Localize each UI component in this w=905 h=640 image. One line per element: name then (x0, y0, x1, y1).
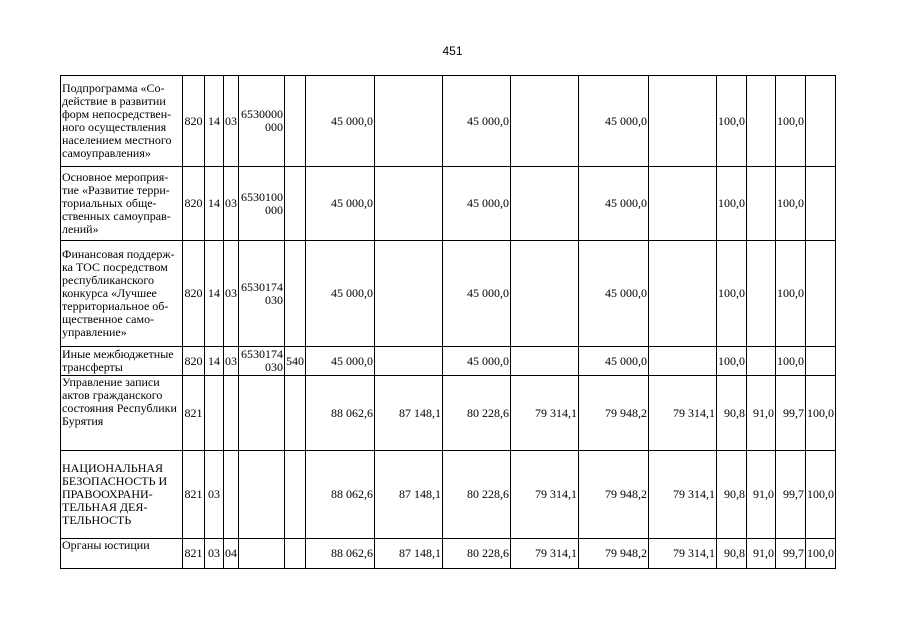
value-2: 87 148,1 (375, 376, 443, 451)
percent-2 (747, 347, 776, 376)
csr-code (239, 451, 285, 539)
percent-2: 91,0 (747, 376, 776, 451)
percent-4: 100,0 (806, 539, 836, 569)
value-5: 79 948,2 (579, 451, 649, 539)
grbs-code: 820 (183, 76, 205, 167)
rz-code (205, 376, 224, 451)
page-number: 451 (442, 44, 463, 58)
table-row (61, 539, 836, 569)
value-4: 79 314,1 (511, 451, 579, 539)
value-3: 45 000,0 (443, 76, 511, 167)
grbs-code: 820 (183, 167, 205, 241)
value-1: 88 062,6 (306, 376, 375, 451)
value-6 (649, 347, 717, 376)
vr-code (285, 76, 306, 167)
table-row (61, 241, 836, 347)
value-5: 79 948,2 (579, 376, 649, 451)
csr-code (239, 376, 285, 451)
table-row (61, 167, 836, 241)
value-3: 80 228,6 (443, 376, 511, 451)
percent-2: 91,0 (747, 539, 776, 569)
value-4 (511, 347, 579, 376)
pr-code: 03 (224, 167, 239, 241)
pr-code: 03 (224, 347, 239, 376)
percent-3: 99,7 (776, 376, 806, 451)
percent-2 (747, 76, 776, 167)
value-1: 88 062,6 (306, 539, 375, 569)
value-2 (375, 347, 443, 376)
value-4 (511, 167, 579, 241)
csr-code (239, 539, 285, 569)
vr-code (285, 241, 306, 347)
percent-1: 90,8 (717, 451, 747, 539)
rz-code: 03 (205, 539, 224, 569)
pr-code: 04 (224, 539, 239, 569)
vr-code (285, 451, 306, 539)
value-4 (511, 241, 579, 347)
percent-1: 90,8 (717, 376, 747, 451)
percent-4 (806, 76, 836, 167)
rz-code: 14 (205, 76, 224, 167)
value-3: 80 228,6 (443, 451, 511, 539)
value-5: 45 000,0 (579, 241, 649, 347)
rz-code: 14 (205, 241, 224, 347)
percent-4: 100,0 (806, 376, 836, 451)
percent-2 (747, 167, 776, 241)
value-2: 87 148,1 (375, 451, 443, 539)
percent-4 (806, 241, 836, 347)
percent-3: 100,0 (776, 347, 806, 376)
grbs-code: 821 (183, 376, 205, 451)
percent-3: 99,7 (776, 451, 806, 539)
vr-code (285, 539, 306, 569)
pr-code (224, 376, 239, 451)
table-row (61, 347, 836, 376)
value-6 (649, 167, 717, 241)
pr-code (224, 451, 239, 539)
row-name: НАЦИОНАЛЬНАЯ БЕЗОПАСНОСТЬ И ПРАВООХРАНИ-ТЕЛЬНАЯ ДЕЯ-ТЕЛЬНОСТЬ (61, 451, 183, 539)
pr-code: 03 (224, 241, 239, 347)
value-1: 45 000,0 (306, 347, 375, 376)
value-3: 45 000,0 (443, 241, 511, 347)
percent-3: 100,0 (776, 76, 806, 167)
value-3: 45 000,0 (443, 167, 511, 241)
value-3: 45 000,0 (443, 347, 511, 376)
percent-1: 100,0 (717, 76, 747, 167)
row-name: Финансовая поддерж-ка ТОС посредством республиканского конкурса «Лучшее территориальное об-щественное само-управление» (61, 241, 183, 347)
row-name: Органы юстиции (61, 539, 183, 569)
value-4: 79 314,1 (511, 539, 579, 569)
csr-code: 6530174 030 (239, 241, 285, 347)
value-5: 45 000,0 (579, 347, 649, 376)
budget-table (60, 75, 836, 569)
value-1: 45 000,0 (306, 76, 375, 167)
rz-code: 03 (205, 451, 224, 539)
value-5: 45 000,0 (579, 76, 649, 167)
percent-3: 99,7 (776, 539, 806, 569)
vr-code (285, 167, 306, 241)
csr-code: 6530100 000 (239, 167, 285, 241)
row-name: Управление записи актов гражданского состояния Республики Бурятия (61, 376, 183, 451)
grbs-code: 821 (183, 451, 205, 539)
percent-2: 91,0 (747, 451, 776, 539)
value-6: 79 314,1 (649, 376, 717, 451)
value-2: 87 148,1 (375, 539, 443, 569)
percent-4: 100,0 (806, 451, 836, 539)
grbs-code: 820 (183, 241, 205, 347)
value-5: 45 000,0 (579, 167, 649, 241)
grbs-code: 821 (183, 539, 205, 569)
rz-code: 14 (205, 347, 224, 376)
value-2 (375, 167, 443, 241)
value-1: 88 062,6 (306, 451, 375, 539)
table-row (61, 376, 836, 451)
percent-2 (747, 241, 776, 347)
vr-code (285, 376, 306, 451)
table-row (61, 451, 836, 539)
table-row (61, 76, 836, 167)
value-4 (511, 76, 579, 167)
value-5: 79 948,2 (579, 539, 649, 569)
percent-1: 90,8 (717, 539, 747, 569)
value-2 (375, 76, 443, 167)
value-1: 45 000,0 (306, 167, 375, 241)
value-6: 79 314,1 (649, 539, 717, 569)
value-6 (649, 76, 717, 167)
csr-code: 6530174 030 (239, 347, 285, 376)
pr-code: 03 (224, 76, 239, 167)
value-1: 45 000,0 (306, 241, 375, 347)
value-3: 80 228,6 (443, 539, 511, 569)
value-6 (649, 241, 717, 347)
value-2 (375, 241, 443, 347)
row-name: Основное мероприя-тие «Развитие терри-ториальных обще-ственных самоуправ-лений» (61, 167, 183, 241)
percent-3: 100,0 (776, 167, 806, 241)
percent-4 (806, 167, 836, 241)
value-4: 79 314,1 (511, 376, 579, 451)
grbs-code: 820 (183, 347, 205, 376)
csr-code: 6530000 000 (239, 76, 285, 167)
vr-code: 540 (285, 347, 306, 376)
percent-1: 100,0 (717, 241, 747, 347)
value-6: 79 314,1 (649, 451, 717, 539)
rz-code: 14 (205, 167, 224, 241)
row-name: Иные межбюджетные трансферты (61, 347, 183, 376)
percent-1: 100,0 (717, 167, 747, 241)
row-name: Подпрограмма «Со-действие в развитии форм непосредствен-ного осуществления населением местного самоуправления» (61, 76, 183, 167)
percent-4 (806, 347, 836, 376)
percent-1: 100,0 (717, 347, 747, 376)
percent-3: 100,0 (776, 241, 806, 347)
